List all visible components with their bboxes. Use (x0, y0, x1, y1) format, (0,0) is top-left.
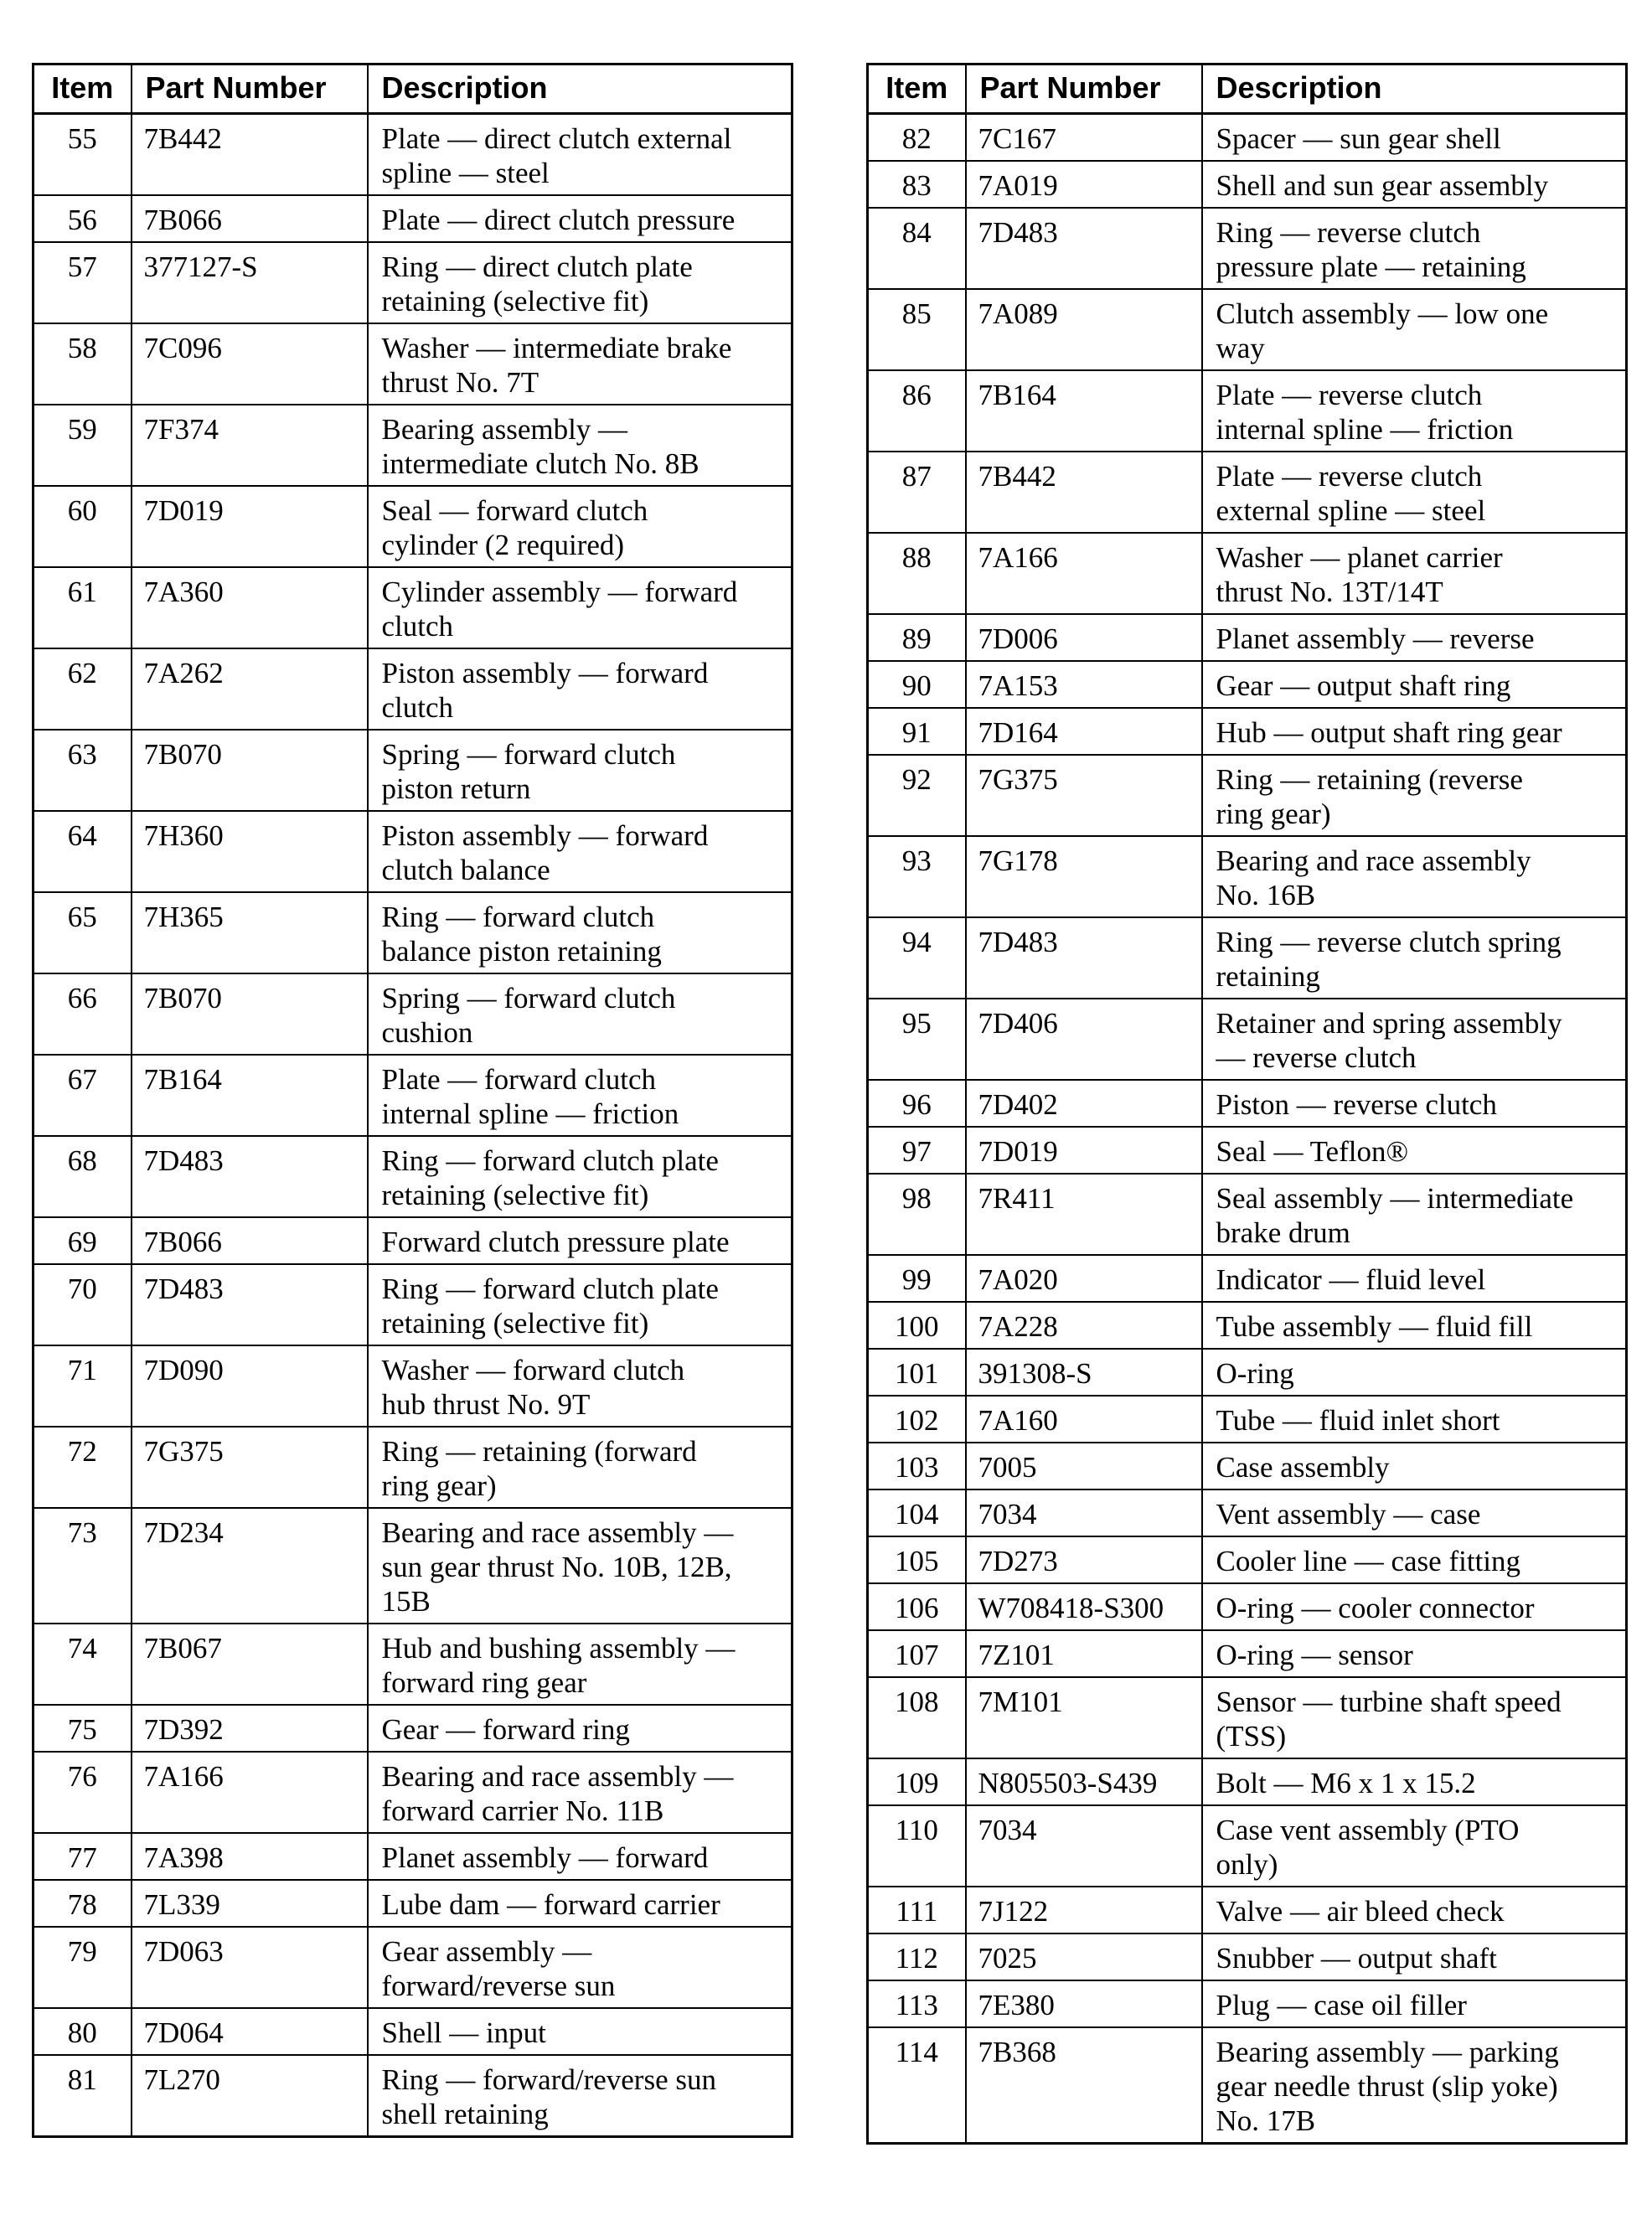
item-number: 57 (34, 242, 132, 323)
item-number: 96 (868, 1080, 966, 1127)
item-number: 108 (868, 1677, 966, 1758)
table-row (868, 755, 1627, 836)
part-number: 7D483 (966, 208, 1202, 289)
part-number: 7A019 (966, 161, 1202, 208)
part-description: Ring — forward clutch plate retaining (selective fit) (368, 1264, 792, 1345)
part-description: O-ring — cooler connector (1202, 1583, 1627, 1630)
table-row (868, 1758, 1627, 1805)
item-number: 58 (34, 323, 132, 405)
table-row (34, 892, 792, 973)
item-number: 95 (868, 999, 966, 1080)
table-row (34, 1752, 792, 1833)
item-number: 74 (34, 1624, 132, 1705)
table-row (868, 1174, 1627, 1255)
table-row (34, 1264, 792, 1345)
item-number: 109 (868, 1758, 966, 1805)
table-row (868, 1255, 1627, 1302)
item-number: 62 (34, 648, 132, 730)
part-description: Gear — forward ring (368, 1705, 792, 1752)
part-number: 7G178 (966, 836, 1202, 917)
table-row (868, 1349, 1627, 1396)
table-row (34, 648, 792, 730)
part-description: Tube assembly — fluid fill (1202, 1302, 1627, 1349)
table-row (34, 195, 792, 242)
part-description: Ring — reverse clutch spring retaining (1202, 917, 1627, 999)
part-description: Spring — forward clutch piston return (368, 730, 792, 811)
part-number: 7025 (966, 1933, 1202, 1980)
table-row (34, 1880, 792, 1927)
part-number: 7D273 (966, 1536, 1202, 1583)
part-number: 7M101 (966, 1677, 1202, 1758)
part-description: Planet assembly — reverse (1202, 614, 1627, 661)
table-row (34, 242, 792, 323)
table-row (34, 1136, 792, 1217)
item-number: 63 (34, 730, 132, 811)
table-row (34, 1217, 792, 1264)
part-description: Plate — direct clutch pressure (368, 195, 792, 242)
table-row (34, 486, 792, 567)
table-row (34, 1833, 792, 1880)
item-number: 78 (34, 1880, 132, 1927)
item-number: 85 (868, 289, 966, 370)
part-number: 7D164 (966, 708, 1202, 755)
part-description: Seal assembly — intermediate brake drum (1202, 1174, 1627, 1255)
part-description: Plug — case oil filler (1202, 1980, 1627, 2027)
part-description: Shell — input (368, 2008, 792, 2055)
part-number: 7J122 (966, 1887, 1202, 1933)
table-row (868, 1677, 1627, 1758)
part-number: 7C167 (966, 114, 1202, 162)
part-description: Hub and bushing assembly — forward ring gear (368, 1624, 792, 1705)
part-description: Cylinder assembly — forward clutch (368, 567, 792, 648)
item-number: 65 (34, 892, 132, 973)
part-number: 7D019 (966, 1127, 1202, 1174)
item-number: 94 (868, 917, 966, 999)
item-number: 84 (868, 208, 966, 289)
table-row (34, 1427, 792, 1508)
part-number: 7A020 (966, 1255, 1202, 1302)
parts-table-right (866, 63, 1628, 2145)
table-row (34, 811, 792, 892)
table-row (868, 614, 1627, 661)
part-description: Ring — retaining (reverse ring gear) (1202, 755, 1627, 836)
header-description: Description (368, 65, 792, 114)
part-number: 7B066 (132, 1217, 368, 1264)
item-number: 72 (34, 1427, 132, 1508)
part-description: Planet assembly — forward (368, 1833, 792, 1880)
item-number: 79 (34, 1927, 132, 2008)
item-number: 66 (34, 973, 132, 1055)
table-row (868, 114, 1627, 162)
item-number: 102 (868, 1396, 966, 1443)
item-number: 59 (34, 405, 132, 486)
table-row (868, 1302, 1627, 1349)
part-number: 391308-S (966, 1349, 1202, 1396)
part-number: N805503-S439 (966, 1758, 1202, 1805)
part-description: Indicator — fluid level (1202, 1255, 1627, 1302)
item-number: 69 (34, 1217, 132, 1264)
part-description: Ring — direct clutch plate retaining (selective fit) (368, 242, 792, 323)
part-number: 7B066 (132, 195, 368, 242)
part-description: Seal — Teflon® (1202, 1127, 1627, 1174)
item-number: 64 (34, 811, 132, 892)
part-number: 7D064 (132, 2008, 368, 2055)
item-number: 86 (868, 370, 966, 452)
item-number: 106 (868, 1583, 966, 1630)
part-description: Ring — forward clutch balance piston retaining (368, 892, 792, 973)
table-row (34, 1927, 792, 2008)
item-number: 105 (868, 1536, 966, 1583)
part-number: 7D234 (132, 1508, 368, 1624)
part-number: 7A160 (966, 1396, 1202, 1443)
item-number: 98 (868, 1174, 966, 1255)
part-description: Bearing assembly — parking gear needle thrust (slip yoke) No. 17B (1202, 2027, 1627, 2144)
table-row (868, 289, 1627, 370)
part-description: Gear — output shaft ring (1202, 661, 1627, 708)
item-number: 103 (868, 1443, 966, 1489)
table-row (868, 1443, 1627, 1489)
header-item: Item (868, 65, 966, 114)
part-number: 7A153 (966, 661, 1202, 708)
part-description: Ring — forward/reverse sun shell retaining (368, 2055, 792, 2137)
part-number: 7B070 (132, 973, 368, 1055)
part-number: 7C096 (132, 323, 368, 405)
part-description: O-ring — sensor (1202, 1630, 1627, 1677)
item-number: 114 (868, 2027, 966, 2144)
table-row (34, 2055, 792, 2137)
table-row (34, 2008, 792, 2055)
part-description: Shell and sun gear assembly (1202, 161, 1627, 208)
item-number: 107 (868, 1630, 966, 1677)
part-description: Clutch assembly — low one way (1202, 289, 1627, 370)
item-number: 91 (868, 708, 966, 755)
item-number: 77 (34, 1833, 132, 1880)
part-description: Case vent assembly (PTO only) (1202, 1805, 1627, 1887)
part-description: Washer — intermediate brake thrust No. 7T (368, 323, 792, 405)
part-description: Washer — forward clutch hub thrust No. 9T (368, 1345, 792, 1427)
item-number: 75 (34, 1705, 132, 1752)
item-number: 55 (34, 114, 132, 196)
table-row (868, 708, 1627, 755)
part-description: Piston assembly — forward clutch balance (368, 811, 792, 892)
part-description: Ring — forward clutch plate retaining (selective fit) (368, 1136, 792, 1217)
part-number: 7D483 (132, 1264, 368, 1345)
part-number: 7D483 (966, 917, 1202, 999)
part-number: 7D392 (132, 1705, 368, 1752)
part-description: Washer — planet carrier thrust No. 13T/14T (1202, 533, 1627, 614)
table-row (34, 323, 792, 405)
part-number: 7R411 (966, 1174, 1202, 1255)
item-number: 80 (34, 2008, 132, 2055)
table-row (868, 917, 1627, 999)
part-number: 7L270 (132, 2055, 368, 2137)
part-number: 7A166 (132, 1752, 368, 1833)
table-row (868, 2027, 1627, 2144)
item-number: 56 (34, 195, 132, 242)
item-number: 73 (34, 1508, 132, 1624)
table-row (868, 1887, 1627, 1933)
table-row (868, 661, 1627, 708)
part-number: 7B070 (132, 730, 368, 811)
table-body-right (868, 114, 1627, 2144)
part-description: Snubber — output shaft (1202, 1933, 1627, 1980)
item-number: 99 (868, 1255, 966, 1302)
part-number: 7F374 (132, 405, 368, 486)
part-number: 7B164 (132, 1055, 368, 1136)
item-number: 71 (34, 1345, 132, 1427)
table-row (868, 1489, 1627, 1536)
parts-table-left (32, 63, 793, 2138)
item-number: 101 (868, 1349, 966, 1396)
part-number: 7D406 (966, 999, 1202, 1080)
table-row (868, 999, 1627, 1080)
part-description: Spacer — sun gear shell (1202, 114, 1627, 162)
table-row (868, 1980, 1627, 2027)
part-number: 7G375 (132, 1427, 368, 1508)
part-number: 7005 (966, 1443, 1202, 1489)
part-number: 7B442 (132, 114, 368, 196)
part-number: W708418-S300 (966, 1583, 1202, 1630)
part-number: 7H360 (132, 811, 368, 892)
part-number: 7B067 (132, 1624, 368, 1705)
table-row (34, 1508, 792, 1624)
part-description: Plate — reverse clutch external spline — steel (1202, 452, 1627, 533)
part-description: Piston assembly — forward clutch (368, 648, 792, 730)
item-number: 100 (868, 1302, 966, 1349)
part-number: 377127-S (132, 242, 368, 323)
part-number: 7Z101 (966, 1630, 1202, 1677)
part-description: Gear assembly — forward/reverse sun (368, 1927, 792, 2008)
table-row (34, 405, 792, 486)
table-row (868, 1933, 1627, 1980)
table-row (868, 533, 1627, 614)
part-description: Vent assembly — case (1202, 1489, 1627, 1536)
header-part-number: Part Number (132, 65, 368, 114)
table-row (34, 1624, 792, 1705)
part-description: Plate — reverse clutch internal spline — friction (1202, 370, 1627, 452)
part-number: 7A398 (132, 1833, 368, 1880)
item-number: 76 (34, 1752, 132, 1833)
header-item: Item (34, 65, 132, 114)
item-number: 93 (868, 836, 966, 917)
part-description: Hub — output shaft ring gear (1202, 708, 1627, 755)
item-number: 83 (868, 161, 966, 208)
part-number: 7B164 (966, 370, 1202, 452)
table-row (34, 1345, 792, 1427)
table-row (34, 114, 792, 196)
part-number: 7D063 (132, 1927, 368, 2008)
part-description: Lube dam — forward carrier (368, 1880, 792, 1927)
part-number: 7034 (966, 1805, 1202, 1887)
part-description: Sensor — turbine shaft speed (TSS) (1202, 1677, 1627, 1758)
part-number: 7D006 (966, 614, 1202, 661)
part-number: 7L339 (132, 1880, 368, 1927)
part-number: 7D019 (132, 486, 368, 567)
item-number: 68 (34, 1136, 132, 1217)
part-description: Plate — forward clutch internal spline — friction (368, 1055, 792, 1136)
table-row (868, 208, 1627, 289)
part-number: 7D483 (132, 1136, 368, 1217)
table-row (34, 1705, 792, 1752)
item-number: 113 (868, 1980, 966, 2027)
part-number: 7D090 (132, 1345, 368, 1427)
part-number: 7A089 (966, 289, 1202, 370)
table-row (868, 161, 1627, 208)
item-number: 90 (868, 661, 966, 708)
table-row (868, 1630, 1627, 1677)
item-number: 60 (34, 486, 132, 567)
item-number: 111 (868, 1887, 966, 1933)
part-number: 7G375 (966, 755, 1202, 836)
item-number: 70 (34, 1264, 132, 1345)
table-row (34, 973, 792, 1055)
item-number: 92 (868, 755, 966, 836)
part-description: Retainer and spring assembly — reverse clutch (1202, 999, 1627, 1080)
table-body-left (34, 114, 792, 2137)
part-description: O-ring (1202, 1349, 1627, 1396)
part-description: Bolt — M6 x 1 x 15.2 (1202, 1758, 1627, 1805)
item-number: 112 (868, 1933, 966, 1980)
part-description: Forward clutch pressure plate (368, 1217, 792, 1264)
item-number: 110 (868, 1805, 966, 1887)
item-number: 87 (868, 452, 966, 533)
part-description: Spring — forward clutch cushion (368, 973, 792, 1055)
part-description: Bearing and race assembly — sun gear thrust No. 10B, 12B, 15B (368, 1508, 792, 1624)
header-row (34, 65, 792, 114)
table-row (34, 1055, 792, 1136)
item-number: 81 (34, 2055, 132, 2137)
table-row (868, 1583, 1627, 1630)
part-number: 7B368 (966, 2027, 1202, 2144)
part-number: 7D402 (966, 1080, 1202, 1127)
part-description: Bearing assembly — intermediate clutch No. 8B (368, 405, 792, 486)
item-number: 88 (868, 533, 966, 614)
table-row (34, 730, 792, 811)
part-description: Ring — retaining (forward ring gear) (368, 1427, 792, 1508)
item-number: 97 (868, 1127, 966, 1174)
table-row (868, 1080, 1627, 1127)
item-number: 82 (868, 114, 966, 162)
part-description: Bearing and race assembly — forward carrier No. 11B (368, 1752, 792, 1833)
part-number: 7A228 (966, 1302, 1202, 1349)
item-number: 61 (34, 567, 132, 648)
table-row (868, 1536, 1627, 1583)
part-number: 7034 (966, 1489, 1202, 1536)
table-row (34, 567, 792, 648)
part-description: Cooler line — case fitting (1202, 1536, 1627, 1583)
part-description: Plate — direct clutch external spline — steel (368, 114, 792, 196)
table-row (868, 452, 1627, 533)
part-number: 7A166 (966, 533, 1202, 614)
part-description: Valve — air bleed check (1202, 1887, 1627, 1933)
header-part-number: Part Number (966, 65, 1202, 114)
header-description: Description (1202, 65, 1627, 114)
table-row (868, 836, 1627, 917)
table-row (868, 1805, 1627, 1887)
part-number: 7E380 (966, 1980, 1202, 2027)
part-number: 7A262 (132, 648, 368, 730)
item-number: 89 (868, 614, 966, 661)
table-row (868, 370, 1627, 452)
header-row (868, 65, 1627, 114)
item-number: 104 (868, 1489, 966, 1536)
part-description: Bearing and race assembly No. 16B (1202, 836, 1627, 917)
part-number: 7B442 (966, 452, 1202, 533)
part-description: Piston — reverse clutch (1202, 1080, 1627, 1127)
part-description: Seal — forward clutch cylinder (2 required) (368, 486, 792, 567)
part-number: 7H365 (132, 892, 368, 973)
item-number: 67 (34, 1055, 132, 1136)
part-number: 7A360 (132, 567, 368, 648)
part-description: Case assembly (1202, 1443, 1627, 1489)
part-description: Ring — reverse clutch pressure plate — retaining (1202, 208, 1627, 289)
part-description: Tube — fluid inlet short (1202, 1396, 1627, 1443)
table-row (868, 1127, 1627, 1174)
table-row (868, 1396, 1627, 1443)
